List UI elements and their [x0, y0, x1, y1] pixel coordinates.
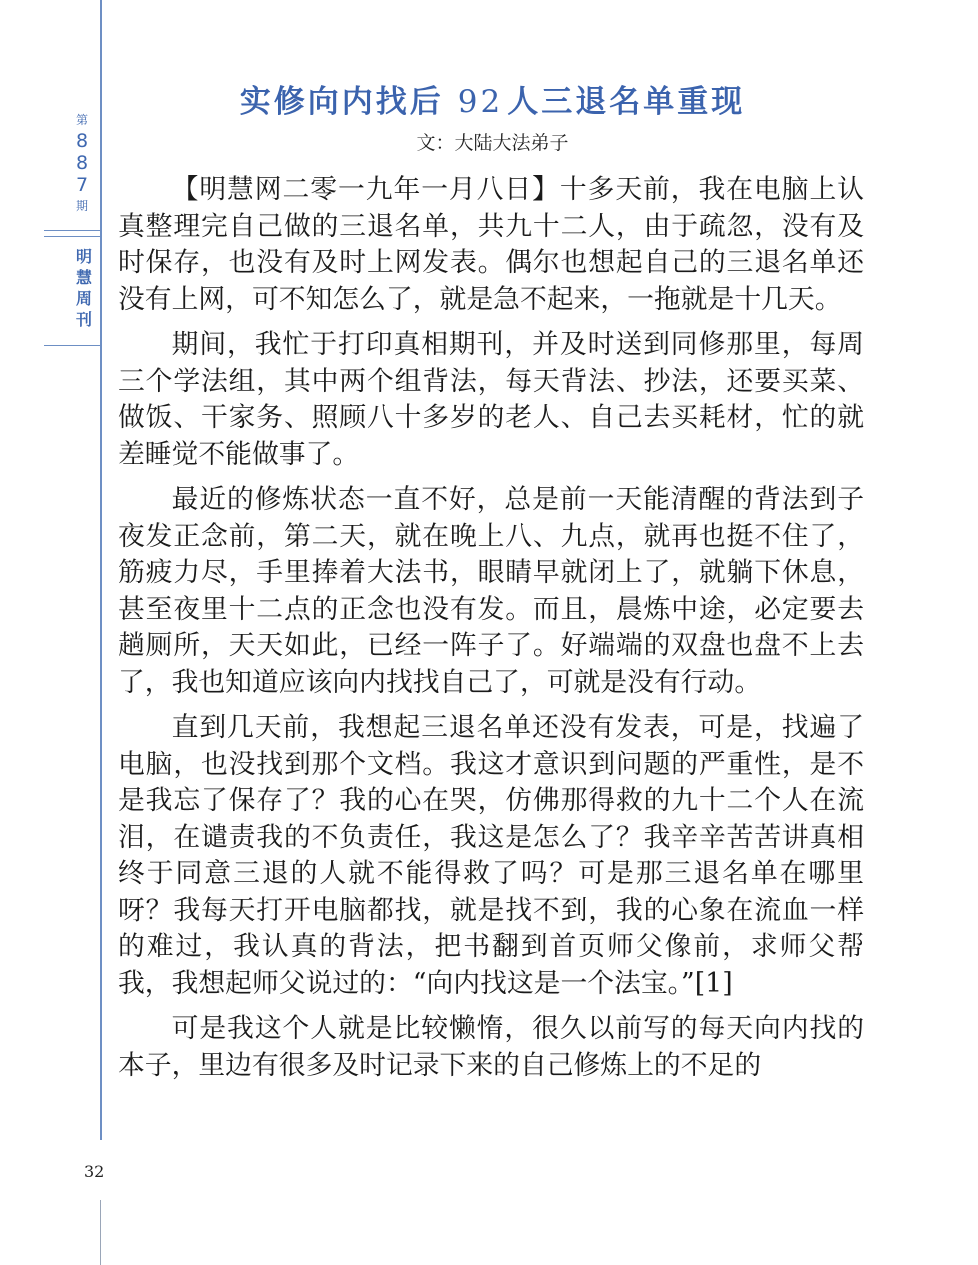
sidebar-divider	[44, 345, 102, 346]
page-number: 32	[84, 1162, 105, 1181]
issue-suffix: 期	[75, 199, 88, 213]
sidebar-divider	[44, 230, 102, 231]
publication-brand	[64, 246, 104, 330]
title-part1: 实修向内找后	[239, 84, 444, 120]
paragraph: 直到几天前，我想起三退名单还没有发表，可是，找遍了电脑，也没找到那个文档。我这才意识到问题的严重性，是不是我忘了保存了？我的心在哭，仿佛那得救的九十二个人在流泪，在谴责我的不负责任，我这是怎么了？我辛辛苦苦讲真相终于同意三退的人就不能得救了吗？可是那三退名单在哪里呀？我每天打开电脑都找，就是找不到，我的心象在流血一样的难过，我认真的背法，把书翻到首页师父像前，求师父帮我，我想起师父说过的：“向内找这是一个法宝。”[1]	[118, 712, 864, 999]
title-part2: 人三退名单重现	[507, 84, 746, 120]
issue-digit: 8	[75, 130, 89, 152]
sidebar-divider	[44, 236, 102, 237]
issue-number-block	[62, 110, 102, 216]
paragraph: 期间，我忙于打印真相期刊，并及时送到同修那里，每周三个学法组，其中两个组背法，每天背法、抄法，还要买菜、做饭、干家务、照顾八十多岁的老人、自己去买耗材，忙的就差睡觉不能做事了。	[118, 329, 864, 470]
paragraph: 最近的修炼状态一直不好，总是前一天能清醒的背法到子夜发正念前，第二天，就在晚上八、九点，就再也挺不住了，筋疲力尽，手里捧着大法书，眼睛早就闭上了，就躺下休息，甚至夜里十二点的正念也没有发。而且，晨炼中途，必定要去趟厕所，天天如此，已经一阵子了。好端端的双盘也盘不上去了，我也知道应该向内找找自己了，可就是没有行动。	[118, 484, 864, 698]
issue-digit: 7	[75, 174, 89, 196]
sidebar	[0, 0, 105, 1265]
brand-char: 周	[75, 289, 92, 308]
brand-char: 刊	[75, 310, 92, 329]
title-number: 92	[457, 84, 504, 120]
sidebar-vertical-rule	[100, 0, 102, 1140]
article-byline: 文：大陆大法弟子	[416, 132, 569, 154]
sidebar-vertical-rule-lower	[100, 1200, 101, 1265]
article-body	[118, 172, 864, 1093]
article-title	[120, 76, 865, 121]
issue-digit: 8	[75, 152, 89, 174]
brand-char: 明	[75, 247, 92, 266]
paragraph: 可是我这个人就是比较懒惰，很久以前写的每天向内找的本子，里边有很多及时记录下来的自己修炼上的不足的	[118, 1013, 864, 1081]
paragraph: 【明慧网二零一九年一月八日】十多天前，我在电脑上认真整理完自己做的三退名单，共九十二人，由于疏忽，没有及时保存，也没有及时上网发表。偶尔也想起自己的三退名单还没有上网，可不知怎么了，就是急不起来，一拖就是十几天。	[118, 174, 864, 315]
issue-prefix: 第	[75, 113, 88, 127]
brand-char: 慧	[75, 268, 92, 287]
